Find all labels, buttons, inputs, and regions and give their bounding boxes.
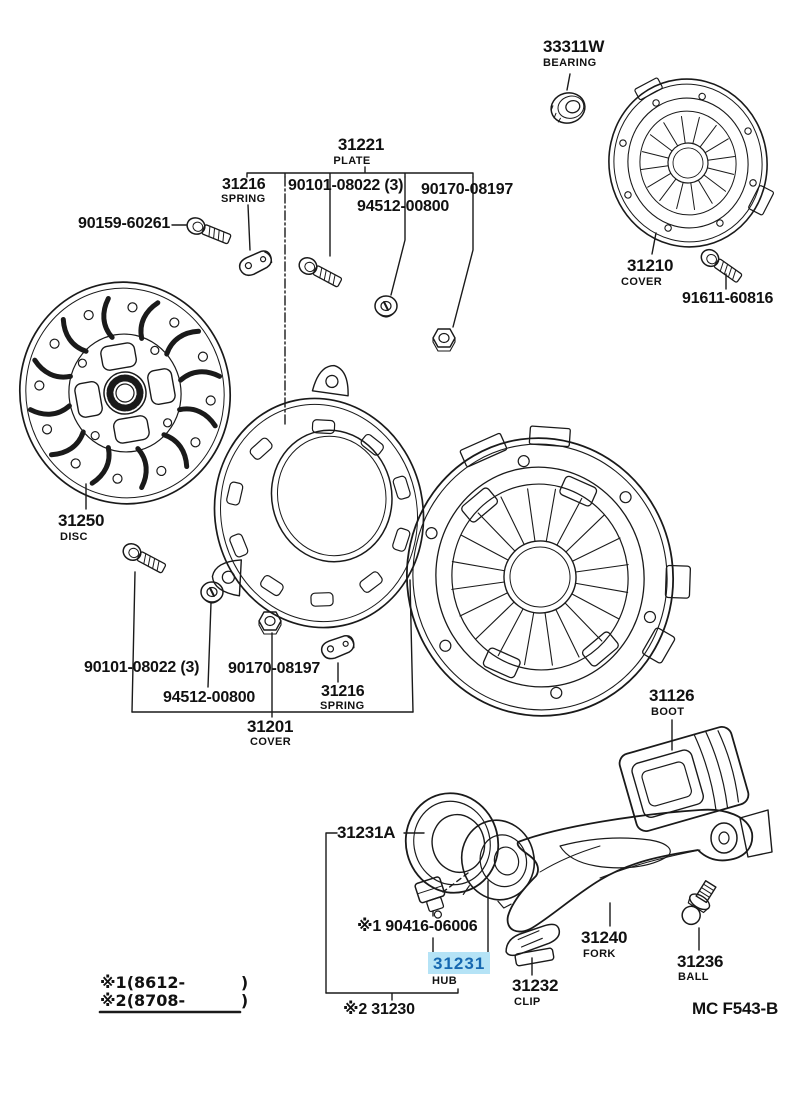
bolt-90101-bot-drawing: [120, 541, 167, 576]
nut-90170-bot-drawing: [259, 612, 281, 634]
part-name-boot: BOOT: [651, 706, 685, 718]
bolt-91611-drawing: [698, 246, 744, 285]
part-label-94512-top[interactable]: 94512-00800: [357, 198, 450, 215]
part-name-hub: HUB: [432, 975, 458, 987]
part-label-90101-top[interactable]: 90101-08022 (3): [288, 177, 404, 194]
part-label-90416[interactable]: ※1 90416-06006: [357, 918, 478, 935]
part-label-31221[interactable]: 31221: [337, 135, 385, 154]
part-label-94512-bot[interactable]: 94512-00800: [163, 689, 256, 706]
part-name-spring-bot: SPRING: [320, 700, 365, 712]
cover-31210-drawing: [597, 64, 780, 258]
clutch-disc-drawing: [2, 265, 247, 520]
part-label-31240[interactable]: 31240: [581, 928, 628, 947]
part-name-spring-top: SPRING: [221, 193, 266, 205]
spring-31216-bot-drawing: [319, 634, 356, 661]
part-label-31210[interactable]: 31210: [627, 256, 674, 275]
release-bearing-33311w-drawing: [548, 89, 589, 127]
part-label-31231a[interactable]: 31231A: [337, 823, 396, 842]
part-label-90159[interactable]: 90159-60261: [78, 215, 171, 232]
screw-94512-top-drawing: [375, 296, 397, 317]
part-name-cover-31201: COVER: [250, 736, 292, 748]
part-name-clip: CLIP: [514, 996, 541, 1008]
bolt-90159-drawing: [185, 215, 233, 247]
release-bearing-drawing: [395, 783, 508, 902]
part-label-31232[interactable]: 31232: [512, 976, 559, 995]
part-label-31250[interactable]: 31250: [58, 511, 105, 530]
screw-94512-bot-drawing: [201, 582, 223, 603]
part-name-plate: PLATE: [333, 155, 371, 167]
part-label-31230[interactable]: ※2 31230: [343, 1001, 415, 1018]
ball-stud-drawing: [677, 878, 720, 929]
part-label-31201[interactable]: 31201: [247, 717, 294, 736]
part-label-90101-bot[interactable]: 90101-08022 (3): [84, 659, 200, 676]
part-label-31216-bot[interactable]: 31216: [321, 683, 365, 700]
part-label-91611[interactable]: 91611-60816: [682, 290, 774, 307]
part-name-bearing: BEARING: [543, 57, 597, 69]
clutch-cover-assembly-drawing: [387, 407, 708, 734]
footnote-2: ※2(8708- ): [100, 991, 249, 1010]
part-name-fork: FORK: [583, 948, 616, 960]
part-label-31231[interactable]: 31231: [428, 952, 490, 974]
footnote-1: ※1(8612- ): [100, 973, 249, 992]
part-name-cover-31210: COVER: [621, 276, 663, 288]
part-label-31236[interactable]: 31236: [677, 952, 724, 971]
part-name-ball: BALL: [678, 971, 709, 983]
part-label-90170-bot[interactable]: 90170-08197: [228, 660, 321, 677]
part-name-disc: DISC: [60, 531, 88, 543]
part-label-31216-top[interactable]: 31216: [222, 176, 266, 193]
drawing-code: MC F543-B: [692, 999, 779, 1018]
part-label-31126[interactable]: 31126: [649, 686, 695, 705]
spring-31216-top-drawing: [237, 249, 275, 278]
part-label-33311w[interactable]: 33311W: [543, 37, 605, 56]
part-label-90170-top[interactable]: 90170-08197: [421, 181, 514, 198]
nut-90170-top-drawing: [433, 329, 455, 351]
bolt-90101-top-drawing: [296, 255, 343, 290]
